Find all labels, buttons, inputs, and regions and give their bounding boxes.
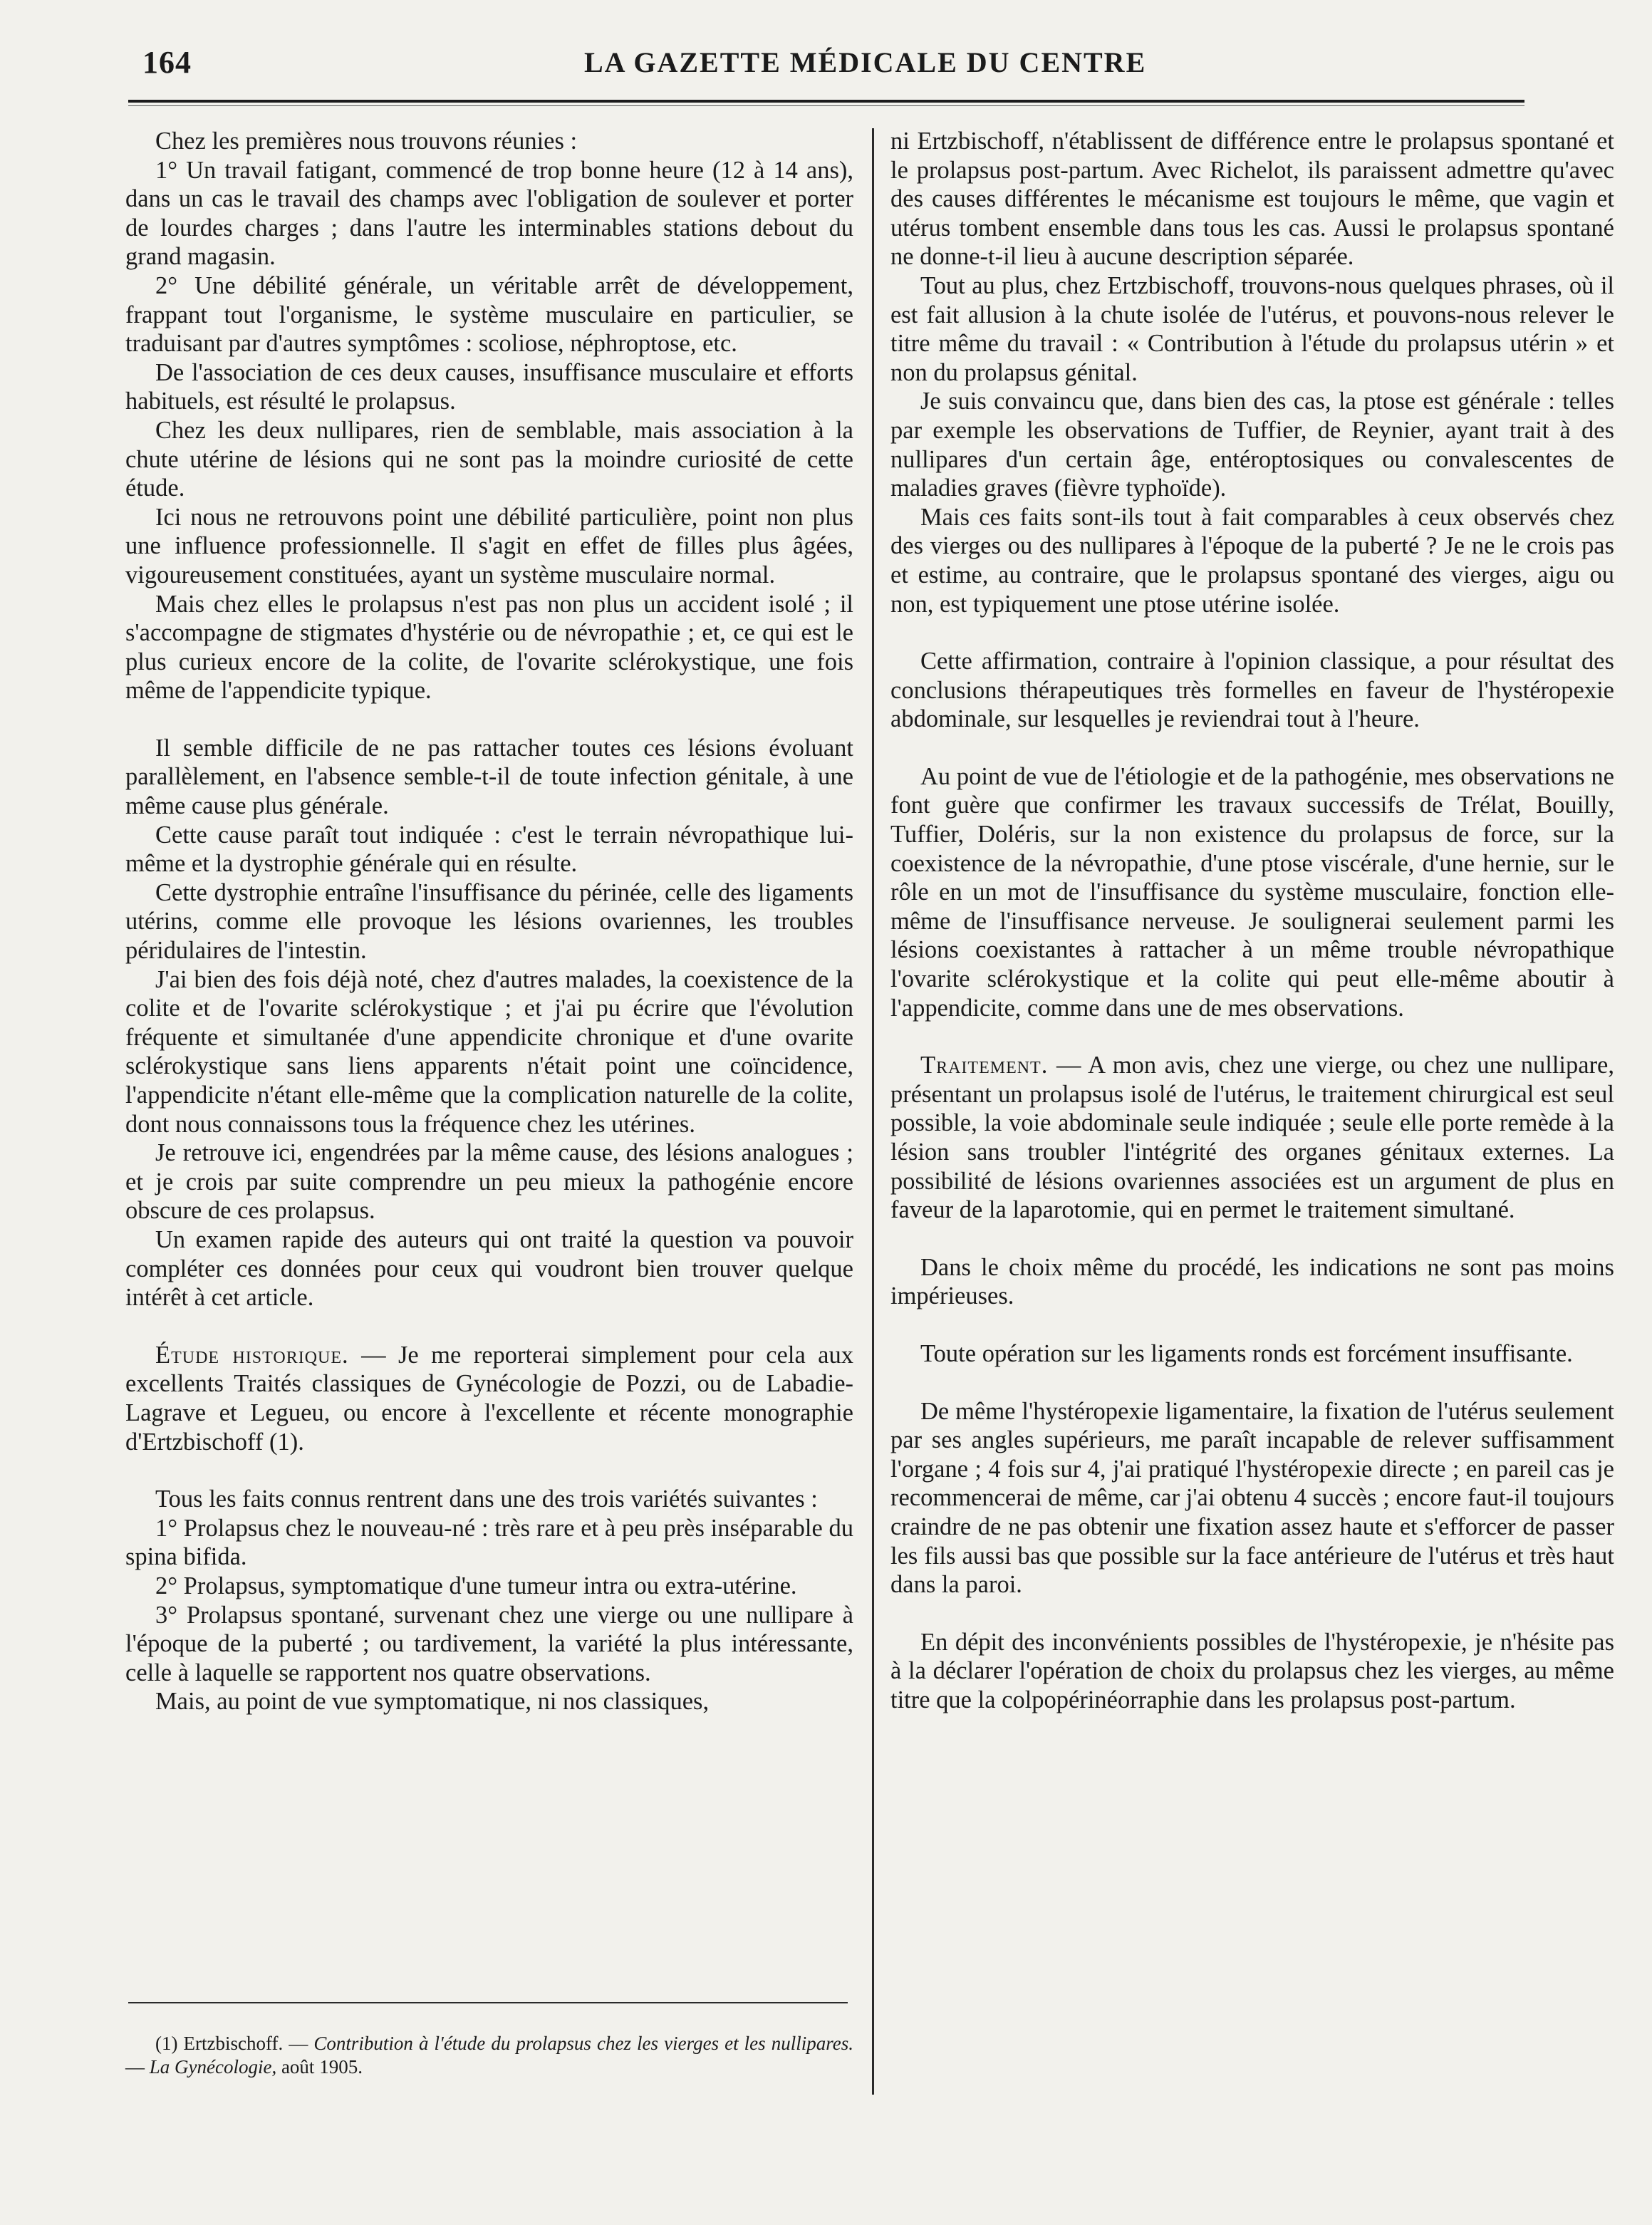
page-header: [142, 44, 1524, 87]
section-paragraph-traitement: [890, 1051, 1614, 1225]
paragraph: De l'association de ces deux causes, insuffisance musculaire et efforts habituels, est résulté le prolapsus.: [125, 358, 853, 415]
page-number: 164: [142, 45, 192, 80]
paragraph: J'ai bien des fois déjà noté, chez d'autres malades, la coexistence de la colite et de l'ovarite sclérokystique ; et j'ai pu écrire que l'évolution fréquente et simultanée d'une appendicite chronique et d'une ovarite sclérokystique sans liens apparents n'était point une coïncidence, l'appendicite n'étant elle-même que la complication naturelle de la colite, dont nous connaissons tous la fréquence chez les utérines.: [125, 965, 853, 1138]
paragraph: Mais chez elles le prolapsus n'est pas non plus un accident isolé ; il s'accompagne de stigmates d'hystérie ou de névropathie ; et, ce qui est le plus curieux encore de la colite, de l'ovarite sclérokystique, une fois même de l'appendicite typique.: [125, 590, 853, 705]
paragraph: 2° Une débilité générale, un véritable arrêt de développement, frappant tout l'organisme, le système musculaire en particulier, se traduisant par d'autres symptômes : scoliose, néphroptose, etc.: [125, 271, 853, 358]
section-text: — Je me reporterai simplement pour cela aux excellents Traités classiques de Gynécologie de Pozzi, ou de Labadie-Lagrave et Legueu, ou encore à l'excellente et récente monographie d'Ertzbischoff (1).: [125, 1341, 853, 1456]
paragraph: Cette dystrophie entraîne l'insuffisance du périnée, celle des ligaments utérins, comme elle provoque les lésions ovariennes, les troubles péridulaires de l'intestin.: [125, 878, 853, 965]
footnote-marker: (1) Ertzbischoff. —: [155, 2033, 314, 2054]
paragraph: Chez les premières nous trouvons réunies :: [155, 128, 578, 155]
footnote-rule: [128, 2002, 848, 2003]
paragraph: Je retrouve ici, engendrées par la même cause, des lésions analogues ; et je crois par suite comprendre un peu mieux la pathogénie encore obscure de ces prolapsus.: [125, 1139, 853, 1225]
paragraph: Toute opération sur les ligaments ronds est forcément insuffisante.: [920, 1339, 1573, 1367]
paragraph: Cette cause paraît tout indiquée : c'est le terrain névropathique lui-même et la dystrophie générale qui en résulte.: [125, 821, 853, 878]
column-divider: [872, 128, 874, 2095]
paragraph: Tout au plus, chez Ertzbischoff, trouvons-nous quelques phrases, où il est fait allusion à la chute isolée de l'utérus, et pouvons-nous relever le titre même du travail : « Contribution à l'étude du prolapsus utérin » et non du prolapsus génital.: [890, 271, 1614, 386]
paragraph: 2° Prolapsus, symptomatique d'une tumeur intra ou extra-utérine.: [155, 1572, 797, 1599]
paragraph: En dépit des inconvénients possibles de l'hystéropexie, je n'hésite pas à la déclarer l'opération de choix du prolapsus chez les vierges, au même titre que la colpopérinéorraphie dans les prolapsus post-partum.: [890, 1628, 1614, 1713]
paragraph: Tous les faits connus rentrent dans une des trois variétés suivantes :: [155, 1485, 818, 1513]
section-heading: Étude historique.: [155, 1341, 349, 1369]
right-column: [890, 127, 1614, 1715]
paragraph: 3° Prolapsus spontané, survenant chez une vierge ou une nullipare à l'époque de la puberté ; ou tardivement, la variété la plus intéressante, celle à laquelle se rapportent nos quatre observations.: [125, 1601, 853, 1686]
paragraph: De même l'hystéropexie ligamentaire, la fixation de l'utérus seulement par ses angles supérieurs, me paraît incapable de relever suffisamment l'organe ; 4 fois sur 4, j'ai pratiqué l'hystéropexie directe ; en pareil cas je recommencerai de même, car j'ai obtenu 4 succès ; encore faut-il toujours craindre de ne pas obtenir une fixation assez haute et s'efforcer de passer les fils aussi bas que possible sur la face antérieure de l'utérus et très haut dans la paroi.: [890, 1397, 1614, 1599]
footnote-source: La Gynécologie,: [149, 2056, 277, 2078]
footnote-title: Contribution à l'étude du prolapsus chez les vierges et les nullipares.: [313, 2033, 853, 2054]
left-column: [125, 127, 853, 1716]
paragraph: Cette affirmation, contraire à l'opinion classique, a pour résultat des conclusions thérapeutiques très formelles en faveur de l'hystéropexie abdominale, sur lesquelles je reviendrai tout à l'heure.: [890, 648, 1614, 733]
header-rule: [128, 100, 1524, 106]
footnote: [125, 2032, 853, 2079]
paragraph: Mais, au point de vue symptomatique, ni nos classiques,: [155, 1688, 710, 1716]
section-text: — A mon avis, chez une vierge, ou chez une nullipare, présentant un prolapsus isolé de l'utérus, le traitement chirurgical est seul possible, la voie abdominale seule indiquée ; seule elle porte remède à la lésion sans troubler l'intégrité des organes génitaux externes. La possibilité de lésions ovariennes associées est un argument de plus en faveur de la laparotomie, qui en permet le traitement simultané.: [890, 1052, 1614, 1224]
paragraph: Je suis convaincu que, dans bien des cas, la ptose est générale : telles par exemple les observations de Tuffier, de Reynier, ayant trait à des nullipares d'un certain âge, entéroptosiques ou convalescentes de maladies graves (fièvre typhoïde).: [890, 388, 1614, 502]
paragraph: Dans le choix même du procédé, les indications ne sont pas moins impérieuses.: [890, 1253, 1614, 1310]
paragraph: Mais ces faits sont-ils tout à fait comparables à ceux observés chez des vierges ou des nullipares à l'époque de la puberté ? Je ne le crois pas et estime, au contraire, que le prolapsus spontané des vierges, aigu ou non, est typiquement une ptose utérine isolée.: [890, 503, 1614, 618]
footnote-separator: —: [125, 2056, 150, 2078]
paragraph: Chez les deux nullipares, rien de semblable, mais association à la chute utérine de lésions qui ne sont pas la moindre curiosité de cette étude.: [125, 416, 853, 502]
paragraph: Il semble difficile de ne pas rattacher toutes ces lésions évoluant parallèlement, en l'absence semble-t-il de toute infection génitale, à une même cause plus générale.: [125, 734, 853, 820]
footnote-date: août 1905.: [276, 2056, 363, 2078]
paragraph: Ici nous ne retrouvons point une débilité particulière, point non plus une influence professionnelle. Il s'agit en effet de filles plus âgées, vigoureusement constituées, ayant un système musculaire normal.: [125, 503, 853, 588]
section-paragraph-etude-historique: [125, 1341, 853, 1456]
paragraph: Au point de vue de l'étiologie et de la pathogénie, mes observations ne font guère que confirmer les travaux successifs de Trélat, Bouilly, Tuffier, Doléris, sur la non existence du prolapsus de force, sur la coexistence de la névropathie, d'une ptose viscérale, d'une hernie, sur le rôle en un mot de l'insuffisance du système musculaire, fonction elle-même de l'insuffisance nerveuse. Je soulignerai seulement parmi les lésions coexistantes à rattacher à un même trouble névropathique l'ovarite sclérokystique et la colite qui peut elle-même aboutir à l'appendicite, comme dans une de mes observations.: [890, 762, 1614, 1022]
paragraph: ni Ertzbischoff, n'établissent de différence entre le prolapsus spontané et le prolapsus post-partum. Avec Richelot, ils paraissent admettre qu'avec des causes différentes le mécanisme est toujours le même, que vagin et utérus tombent ensemble dans tous les cas. Aussi le prolapsus spontané ne donne-t-il lieu à aucune description séparée.: [890, 128, 1614, 271]
footnote-text: [125, 2032, 853, 2079]
section-heading: Traitement.: [920, 1052, 1049, 1079]
journal-title: LA GAZETTE MÉDICALE DU CENTRE: [584, 46, 1147, 78]
paragraph: 1° Un travail fatigant, commencé de trop bonne heure (12 à 14 ans), dans un cas le travail des champs avec l'obligation de soulever et porter de lourdes charges ; dans l'autre les interminables stations debout du grand magasin.: [125, 156, 853, 271]
paragraph: Un examen rapide des auteurs qui ont traité la question va pouvoir compléter ces données pour ceux qui voudront bien trouver quelque intérêt à cet article.: [125, 1225, 853, 1312]
paragraph: 1° Prolapsus chez le nouveau-né : très rare et à peu près inséparable du spina bifida.: [125, 1514, 853, 1571]
